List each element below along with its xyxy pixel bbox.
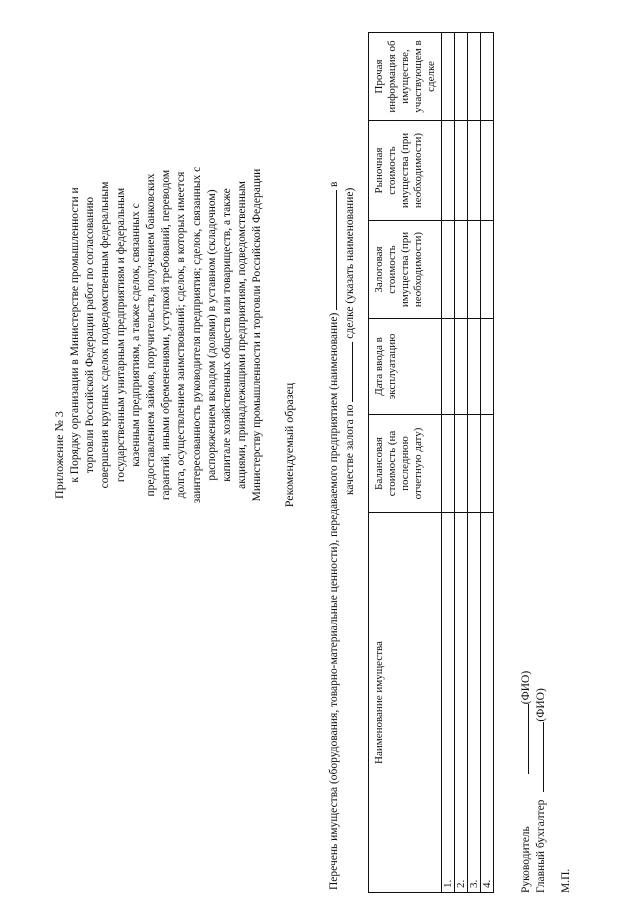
list-title-text: Перечень имущества (оборудования, товарно-материальные ценности), передаваемого предприятием (наименование): [328, 312, 340, 890]
appendix-description: [68, 55, 266, 615]
header-commissioning-date: Дата ввода в эксплуатацию: [369, 319, 442, 415]
header-other-info: Прочая информация об имуществе, участвующем в сделке: [369, 33, 442, 121]
recommended-sample-label: Рекомендуемый образец: [282, 382, 296, 508]
table-cell: [442, 33, 455, 121]
header-pledge-value: Залоговая стоимость имущества (при необходимости): [369, 221, 442, 319]
table-cell: [455, 221, 468, 319]
table-cell: [455, 121, 468, 221]
table-cell: [468, 319, 481, 415]
director-label: Руководитель: [520, 826, 532, 893]
list-title-line2: [342, 20, 358, 890]
header-asset-name: Наименование имущества: [369, 513, 442, 893]
header-book-value: Балансовая стоимость (на последнюю отчетную дату): [369, 415, 442, 513]
accountant-fio: (ФИО): [535, 688, 547, 722]
table-cell: [455, 319, 468, 415]
appendix-line: предоставлением займов, поручительств, получением банковских: [145, 173, 158, 497]
appendix-line: акциями, принадлежащими предприятиям, подведомственным: [236, 181, 249, 489]
table-row: [468, 33, 481, 893]
appendix-line: заинтересованность руководителя предприятия; сделок, связанных с: [190, 166, 203, 504]
appendix-line: к Порядку организации в Министерстве промышленности и: [69, 187, 81, 483]
row-number: 3.: [468, 513, 481, 893]
appendix-line: торговли Российской Федерации работ по согласованию: [84, 196, 97, 474]
table-cell: [455, 33, 468, 121]
table-cell: [468, 415, 481, 513]
table-cell: [468, 221, 481, 319]
header-market-value: Рыночная стоимость имущества (при необходимости): [369, 121, 442, 221]
table-cell: [481, 319, 494, 415]
row-number: 1.: [442, 513, 455, 893]
table-cell: [481, 121, 494, 221]
table-cell: [481, 415, 494, 513]
accountant-label: Главный бухгалтер: [535, 799, 547, 893]
enterprise-name-blank: [326, 190, 337, 310]
table-cell: [442, 319, 455, 415]
appendix-line: долга, осуществлением заимствований; сделок, в которых имеется: [175, 171, 188, 499]
appendix-line: государственным унитарным предприятиям и федеральным: [114, 187, 127, 483]
appendix-line: совершения крупных сделок подведомственным федеральным: [99, 181, 112, 489]
director-signature-line: [518, 704, 529, 774]
row-number: 4.: [481, 513, 494, 893]
table-cell: [442, 415, 455, 513]
list-title: [326, 20, 358, 890]
signature-block: [518, 671, 548, 893]
table-cell: [442, 221, 455, 319]
table-cell: [481, 221, 494, 319]
appendix-title: Приложение № 3: [52, 411, 66, 499]
list-title-suffix: в: [328, 181, 340, 187]
appendix-line: распоряжением вкладом (долями) в уставном (складочном): [205, 189, 218, 481]
deal-note: сделке (указать наименование): [344, 187, 356, 339]
appendix-line: казенным предприятиям, а также сделок, связанных с: [129, 203, 142, 467]
appendix-line: гарантий, иными обременениями, уступкой требований, переводом: [160, 169, 173, 501]
accountant-signature: [533, 671, 548, 893]
stamp-place: М.П.: [560, 868, 572, 893]
director-signature: [518, 671, 533, 893]
row-number: 2.: [455, 513, 468, 893]
appendix-line: капитале хозяйственных обществ или товариществ, а также: [221, 188, 234, 482]
table-row: [481, 33, 494, 893]
list-title-line1: [326, 20, 342, 890]
table-cell: [468, 33, 481, 121]
table-cell: [481, 33, 494, 121]
asset-table: [368, 32, 494, 893]
table-header-row: [369, 33, 442, 893]
deal-name-blank: [342, 342, 353, 402]
pledge-prefix: качестве залога по: [344, 404, 356, 495]
table-cell: [442, 121, 455, 221]
table-row: [442, 33, 455, 893]
accountant-signature-line: [533, 722, 544, 792]
appendix-line: Министерству промышленности и торговли Российской Федерации: [251, 168, 264, 502]
table-cell: [468, 121, 481, 221]
table-row: [455, 33, 468, 893]
director-fio: (ФИО): [520, 670, 532, 705]
table-cell: [455, 415, 468, 513]
